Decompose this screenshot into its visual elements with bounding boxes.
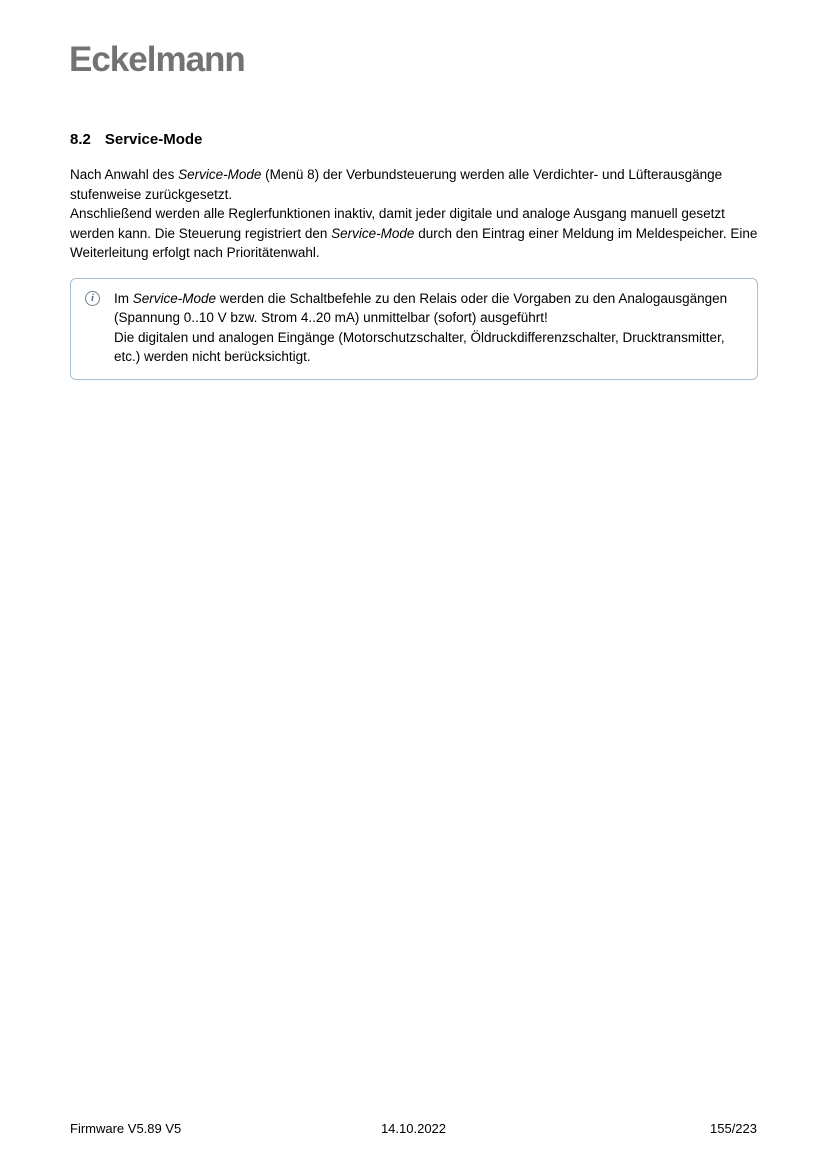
- text-segment: Die digitalen und analogen Eingänge (Motorschutzschalter, Öldruckdifferenzschalter, Drucktransmitter, etc.) werden nicht berücksichtigt.: [114, 329, 725, 364]
- page-content: [70, 131, 758, 380]
- text-segment: Im: [114, 290, 133, 306]
- text-segment: Nach Anwahl des: [70, 167, 179, 182]
- info-note-box: [70, 278, 758, 380]
- section-number: 8.2: [70, 131, 91, 148]
- service-mode-term: Service-Mode: [331, 225, 415, 241]
- footer-firmware-version: Firmware V5.89 V5: [70, 1121, 182, 1136]
- footer-page-number: 155/223: [710, 1121, 757, 1136]
- text-segment: (Menü 8) der Verbundsteuerung werden alle Verdichter- und Lüfterausgänge stufenweise zurückgesetzt.: [70, 167, 723, 202]
- footer-date: 14.10.2022: [380, 1121, 447, 1136]
- text-segment: Anschließend werden alle Reglerfunktionen inaktiv, damit jeder digitale und analoge Ausgang manuell gesetzt werden kann. Die Steuerung registriert den: [70, 206, 725, 241]
- text-segment: durch den Eintrag einer Meldung im Meldespeicher. Eine Weiterleitung erfolgt nach Prioritätenwahl.: [70, 225, 758, 260]
- text-segment: werden die Schaltbefehle zu den Relais oder die Vorgaben zu den Analogausgängen (Spannung 0..10 V bzw. Strom 4..20 mA) unmittelbar (sofort) ausgeführt!: [114, 290, 728, 325]
- section-title: Service-Mode: [104, 131, 203, 148]
- service-mode-term: Service-Mode: [132, 290, 217, 306]
- section-heading: [70, 131, 758, 148]
- intro-paragraph: [70, 165, 758, 263]
- info-icon: i: [85, 291, 100, 306]
- eckelmann-logo: Eckelmann: [69, 40, 245, 79]
- page-footer: [70, 1121, 757, 1136]
- service-mode-term: Service-Mode: [178, 167, 262, 182]
- note-text: [114, 289, 743, 367]
